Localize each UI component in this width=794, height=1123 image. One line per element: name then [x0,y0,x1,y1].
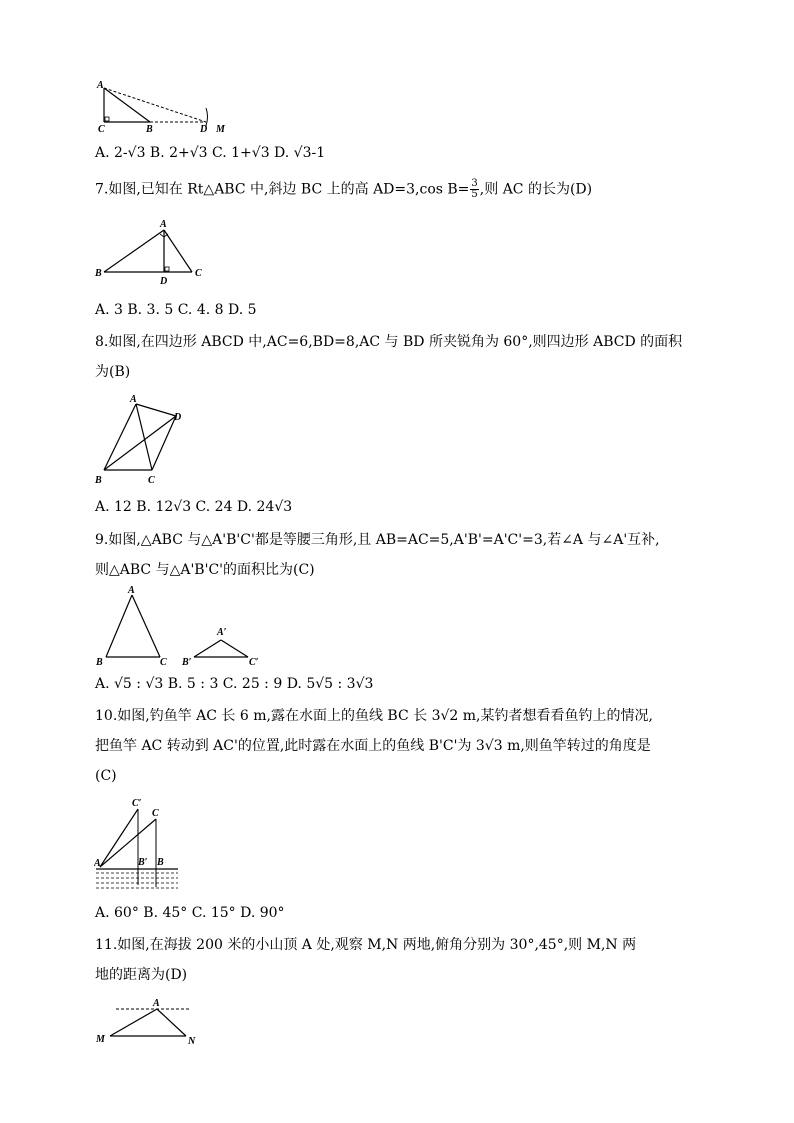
label-a: A [153,998,160,1009]
label-b: B [95,475,102,486]
label-c: C [98,124,105,134]
q7-options: A. 3 B. 3. 5 C. 4. 8 D. 5 [95,302,257,318]
label-m: M [96,1034,105,1045]
label-c-prime: C′ [249,657,259,668]
label-c: C [160,657,167,668]
q7-stem [95,179,592,200]
label-b: B [95,268,102,279]
label-a-prime: A′ [217,627,227,638]
q7-fraction [470,179,478,200]
figure-q8 [94,392,194,488]
q8-stem-line2: 为(B) [95,364,131,380]
q9-options: A. √5 : √3 B. 5 : 3 C. 25 : 9 D. 5√5 : 3√3 [95,676,374,692]
label-a: A [97,80,104,91]
q9-stem-line1: 9.如图,△ABC 与△A'B'C'都是等腰三角形,且 AB=AC=5,A'B'=A'C'=3,若∠A 与∠A'互补, [95,532,660,548]
q6-options: A. 2-√3 B. 2+√3 C. 1+√3 D. √3-1 [95,145,326,161]
label-b: B [146,124,153,134]
label-n: N [188,1036,196,1047]
label-b: B [157,857,164,868]
q10-options: A. 60° B. 45° C. 15° D. 90° [95,905,285,921]
q7-frac-den: 5 [471,189,478,200]
label-d: D [200,124,208,134]
label-b: B [96,657,103,668]
q7-frac-num: 3 [471,178,478,189]
label-c: C [152,808,159,819]
label-b-prime: B′ [138,857,148,868]
figure-q9 [94,585,274,671]
q11-stem-line2: 地的距离为(D) [95,967,188,983]
figure-q10 [94,795,184,895]
label-a: A [94,858,101,869]
label-c-prime: C′ [132,798,142,809]
q8-options: A. 12 B. 12√3 C. 24 D. 24√3 [95,499,293,515]
figure-q11 [94,994,214,1050]
label-c: C [148,475,155,486]
q7-stem-b: ,则 AC 的长为(D) [479,181,593,198]
q11-stem-line1: 11.如图,在海拔 200 米的小山顶 A 处,观察 M,N 两地,俯角分别为 30°,45°,则 M,N 两 [95,937,637,953]
q10-stem-line3: (C) [95,768,117,784]
q10-stem-line1: 10.如图,钓鱼竿 AC 长 6 m,露在水面上的鱼线 BC 长 3√2 m,某钓者想看看鱼钓上的情况, [95,708,653,724]
label-c: C [195,268,202,279]
q7-stem-a: 7.如图,已知在 Rt△ABC 中,斜边 BC 上的高 AD=3,cos B= [95,181,470,198]
q8-stem-line1: 8.如图,在四边形 ABCD 中,AC=6,BD=8,AC 与 BD 所夹锐角为 60°,则四边形 ABCD 的面积 [95,334,683,350]
label-m: M [216,124,225,134]
q9-stem-line2: 则△ABC 与△A'B'C'的面积比为(C) [95,562,315,578]
figure-q6 [94,78,234,134]
figure-q7 [94,218,214,288]
label-d: D [174,412,182,423]
label-a: A [160,219,167,230]
label-b-prime: B′ [182,657,192,668]
q10-stem-line2: 把鱼竿 AC 转动到 AC'的位置,此时露在水面上的鱼线 B'C'为 3√3 m,则鱼竿转过的角度是 [95,738,651,754]
label-d: D [160,276,168,287]
label-a: A [128,585,135,596]
label-a: A [130,394,137,405]
